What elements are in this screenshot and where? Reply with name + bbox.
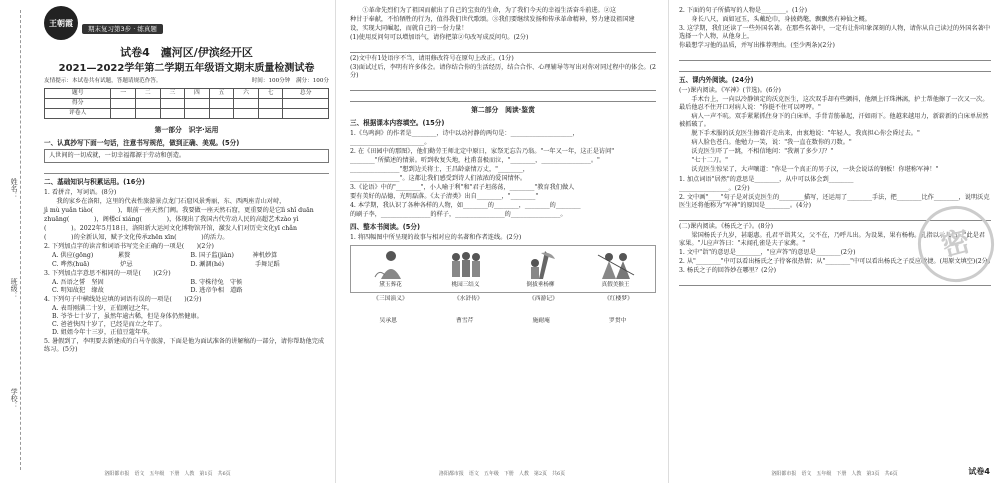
picture-card[interactable] [437,249,495,289]
score-cell[interactable] [234,109,259,119]
question-text: 身长八尺，面如冠玉，头戴纶巾，身披鹤氅，飘飘然有神仙之概。 [691,16,871,24]
fill-blank[interactable]: ________________"想到边关将士，王昌龄豪情万丈，"________， [350,166,529,174]
score-cell[interactable] [185,99,210,109]
fill-blank[interactable]: ________________________。 [350,138,431,146]
picture-caption: 桃园三结义 [451,282,480,289]
exam-notes [44,78,329,85]
author-name[interactable]: 罗贯中 [609,317,627,324]
figure-illustration-icon [596,249,636,281]
picture-caption: 真假美猴王 [601,282,630,289]
score-cell[interactable] [135,99,160,109]
reading-title: (二)课内阅读。《杨氏之子》。(8分) [679,222,774,230]
score-table [44,88,329,119]
picture-caption: 倒拔垂杨柳 [526,282,555,289]
page-footer: 洛阳都市报 语文 五年级 下册 人教 第1页 共6页 [104,470,231,477]
picture-caption: 黛玉葬花 [379,282,402,289]
score-cell[interactable] [258,99,283,109]
picture-card[interactable] [512,249,570,289]
figure-illustration-icon [371,249,411,281]
score-row-label: 评卷人 [45,109,111,119]
option[interactable]: B. 爷爷七十岁了，虽然年逾古稀，但是身体仍然健康。 [52,312,203,320]
author-name[interactable]: 施耐庵 [532,317,550,324]
score-header: 二 [135,89,160,99]
score-header: 五 [209,89,234,99]
book-list [350,296,656,304]
section-heading: 三、根据课本内容填空。(15分) [350,119,445,128]
figure-illustration-icon [521,249,561,281]
reading-text: 沃克医生惊呆了，大声嚷道："你是一个真正的男子汉，一块会说话的钢板！你堪称军神！" [691,166,939,174]
score-header: 一 [111,89,136,99]
question-text: 我的家乡在洛阳，这里的代表性旅游景点龙门石窟风景秀丽，东、西两座青山对峙， [56,198,286,206]
page-footer: 洛阳都市报 语文 五年级 下册 人教 第3页 共6页 [771,470,898,477]
test-number-mark: 试卷4 [968,466,990,476]
cut-line [20,10,21,470]
book-title[interactable]: 《水浒传》 [453,296,483,303]
author-name[interactable]: 吴承恩 [379,317,397,324]
score-cell[interactable] [283,99,329,109]
answer-line[interactable] [350,93,656,102]
fill-blank[interactable]: ________________。(2分) [679,184,750,192]
score-header: 六 [234,89,259,99]
score-cell[interactable] [160,99,185,109]
fill-blank[interactable]: 4. 本学期，我认识了各种各样的人物，如________的________，________的________ [350,202,581,210]
score-cell[interactable] [234,99,259,109]
sub-question: (2)文中有1处语序不当，请用修改符号在原句上改正。(1分) [350,55,514,63]
answer-line[interactable] [679,63,991,72]
passage-text: 种甘于奉献，不怕牺牲的行为，值得我们世代歌颂。③我们要继续发扬和传承革命精神，努力建设祖国建 [350,16,635,24]
question-text: ( )的全新认知，赋予文化传承zhēn xīn( )的活力。 [44,234,229,242]
option[interactable]: A. 吾语之誓 坚固 [52,278,104,286]
option[interactable]: C. 明知故犯 缘故 [52,286,104,294]
story-pictures [350,245,656,293]
reading-text: 手术台上，一向以冷静镇定的沃克医生，这次双手却有些颤抖，他额上汗珠淋漓，护士帮他擦了一次又一次。最后他忍不住开口对病人说："你挺不住可以哼哼。" [679,95,989,111]
paper-subtitle: 2021—2022学年第二学期五年级语文期末质量检测试卷 [58,63,315,74]
answer-line[interactable] [350,82,656,91]
question: 2. 下列加点字的读音和词语书写完全正确的一项是( )(2分) [44,243,214,251]
book-title[interactable]: 《红楼梦》 [603,296,633,303]
question-text: zhuāng( )，阁楼cí xiáng( )，体现出了我国古代劳动人民的高超艺术zào yì [44,216,299,224]
reading-text: 沃克医生吓了一跳，不相信地问："我割了多少刀？" [691,148,834,156]
option[interactable]: C. 爸爸快四十岁了，已经是而立之年了。 [52,320,166,328]
score-cell[interactable] [185,109,210,119]
score-cell[interactable] [135,109,160,119]
option[interactable]: A. 表哥刚满二十岁，正值刚冠之年。 [52,304,154,312]
option[interactable]: B. 国子监(jiàn) 神机妙算 [190,252,278,260]
answer-line[interactable] [350,44,656,53]
picture-card[interactable] [362,249,420,289]
option[interactable]: D. 涮涸(hé) 手舞足蹈 [190,260,280,268]
fill-blank[interactable]: 3.《论语》中的"________"，小人喻于利"和"君子坦荡荡，________"教育我们做人 [350,184,575,192]
question: 5. 暑假到了，李明要去新建成的白马寺旅游，下面是他为面试准备的讲解稿的一部分，请你帮助他完成练习。(5分) [44,338,325,354]
author-list [350,318,656,326]
score-cell[interactable] [258,109,283,119]
score-cell[interactable] [283,109,329,119]
question-text: jì mù yuǎn tiào( )，眼前一座天然门阙。我要做一座天然石窟，更重要的是它lì shǐ duān [44,207,314,215]
option[interactable]: D. 姐姐今年十三岁，正值豆蔻年华。 [52,329,154,337]
options [44,279,329,295]
binding-margin [0,0,34,483]
option[interactable]: B. 守株待兔 守候 [190,278,243,286]
fill-blank[interactable]: ________________"。这都让我们感受到诗人们浓浓的爱国情怀。 [350,175,527,183]
reading-text: 脱下手术服的沃克医生擦着汗走出来，由衷地说："年轻人，我真担心你会昏过去。" [691,130,920,138]
page-footer: 洛阳都市报 语文 五年级 下册 人教 第2页 共6页 [438,470,566,477]
score-header: 四 [185,89,210,99]
note-right: 时间：100分钟 满分：100分 [251,78,329,84]
fill-blank[interactable]: ________"所描述的情景。听到收复失地，杜甫喜极而泣，"________，________________。" [350,157,600,165]
fill-blank[interactable]: 1. 加点词语"居然"的意思是________，从中可以体会到________ [679,175,854,183]
score-cell[interactable] [111,109,136,119]
section-heading: 一、认真抄写下面一句话，注意书写规范，做到正确、美观。(5分) [44,138,240,147]
question: 3. 这学期，我们还读了一些外国名著。在那些名著中，一定有让你印象深刻的人物，请你从自己读过的外国名著中选择一个人物，从他身上， [679,25,991,41]
reading-text: 病人脸色苍白。他勉力一笑，说："我一直在数你的刀数。" [691,139,852,147]
question-text: ( )。2022年5月18日，洛阳新大运河文化博物馆开馆，激发人们对历史文化yī chǎn [44,225,297,233]
score-row-label: 得分 [45,99,111,109]
book-title[interactable]: 《三国演义》 [373,296,408,303]
secret-stamp: 密 [909,197,1000,290]
page-1-body [44,122,329,355]
fill-blank[interactable]: 1. 文中"诣"的意思是________，"应声答"的意思是________(2分) [679,248,856,256]
score-cell[interactable] [209,99,234,109]
question: 3. 杨氏之子的回答妙在哪里？(2分) [679,267,777,275]
reading-text: "七十二刀。" [691,157,729,165]
score-header: 总分 [283,89,329,99]
note-left: 友情提示：本试卷共有试题，答题请规范作答。 [44,78,162,84]
option[interactable]: A. 供应(gōng) 累赘 [52,252,131,260]
question: 1. 将四幅图中所呈现的故事与相对应的名著和作者连线。(2分) [350,234,522,242]
author-name[interactable]: 曹雪芹 [456,317,474,324]
passage-text: 设，实现大同崛起，而就自己的一份力量！ [350,25,468,33]
name-label: 姓名： [10,178,19,199]
page-2 [335,0,668,483]
answer-line[interactable] [44,165,329,174]
school-label: 学校： [10,388,19,409]
option[interactable]: D. 逃帝争相 道路 [190,286,243,294]
fill-blank[interactable]: 2. 在《田园中的那图》，他们勤劳王师北定中原日，家祭无忘告乃翁。"一年又一年，这正是访问" [350,147,615,155]
page-2-body [350,6,656,328]
fill-blank[interactable]: 要有美好的品德，光明磊落。《太子清类》出自________，"________" [350,193,539,201]
question: 你最想学习他的品质，并写出推荐理由。(至少两条)(2分) [679,42,835,50]
class-label: 班级： [10,278,19,299]
sub-question: (3)面试过后，李明有许多体会。请你结合你的生活经历，结合合作、心理辅导等写出对你对同过程中的体会。(2分) [350,64,656,80]
section-heading: 五、课内外阅读。(24分) [679,76,754,85]
page-1 [0,0,335,483]
part-heading: 第二部分 阅读·鉴赏 [471,106,535,115]
sub-question: (1)使用反问句可以增加语气，请你把第②句改写成反问句。(2分) [350,34,529,42]
section-heading: 四、整本书阅读。(5分) [350,223,420,232]
score-header: 七 [258,89,283,99]
picture-card[interactable] [587,249,645,289]
paper-title: 试卷4 瀍河区/伊滨经开区 [120,46,253,59]
score-header: 题号 [45,89,111,99]
figure-illustration-icon [446,249,486,281]
passage-text: ①革命先烈们为了祖国而献出了自己的宝贵的生命，为了我们今天的幸福生活奋斗前进。②这 [362,7,617,14]
page-3 [668,0,1000,483]
score-header: 三 [160,89,185,99]
score-cell[interactable] [111,99,136,109]
fill-blank[interactable]: 2. 文中画"____"句子是对沃克医生的________描写，还运用了________手法，把________比作________，说明沃克医生还将他称为"军神"的原因是________。(4分) [679,193,990,209]
copy-sentence: 人世间的一切成就，一切幸福都源于劳动和创造。 [44,149,329,163]
question: 2. 下面的句子所描写的人物是________。(1分) [679,7,808,14]
fill-blank[interactable]: 1.《鸟鸣涧》的作者是________，诗中以动衬静的两句是：____________________， [350,129,579,137]
review-tag: 期末复习第3步 · 练真题 [82,24,163,34]
options [44,252,329,268]
question: 3. 下列加点字意思不相同的一项是( )(2分) [44,269,171,277]
options [44,305,329,337]
question: 1. 看拼音，写词语。(8分) [44,189,117,197]
option[interactable]: C. 哗然(huā) 炉忌 [52,260,133,268]
part-heading: 第一部分 识字·运用 [154,126,219,134]
section-heading: 二、基础知识与积累运用。(16分) [44,178,145,187]
score-cell[interactable] [209,109,234,119]
reading-text: 病人一声不吭。双手紧紧抓住身下的白床单，手背青筋暴起，汗如雨下。他越来越用力，新崭新的白床单居然被抓破了。 [679,113,989,129]
reading-title: (一)课内阅读。《军神》(节选)。(6分) [679,86,781,94]
score-cell[interactable] [160,109,185,119]
reading-text: 梁国杨氏子九岁，甚聪惠。孔君平诣其父，父不在，乃呼儿出。为设果，果有杨梅。孔指以示儿曰："此是君家果。"儿应声答曰："未闻孔雀是夫子家禽。" [679,231,986,247]
question: 4. 下列句子中横线处应填的词语有误的一项是( )(2分) [44,295,202,303]
brand-logo: 王朝霞 [44,6,78,40]
fill-blank[interactable]: 2. 从"________"中可以看出杨氏之子待客很热情；从"________"中可以看出杨氏之子反应敏捷。(用原文填空)(2分) [679,258,991,265]
fill-blank[interactable]: 的刷子李，________________的样子，________________的________________。 [350,211,567,219]
book-title[interactable]: 《西游记》 [528,296,558,303]
answer-line[interactable] [679,52,991,61]
